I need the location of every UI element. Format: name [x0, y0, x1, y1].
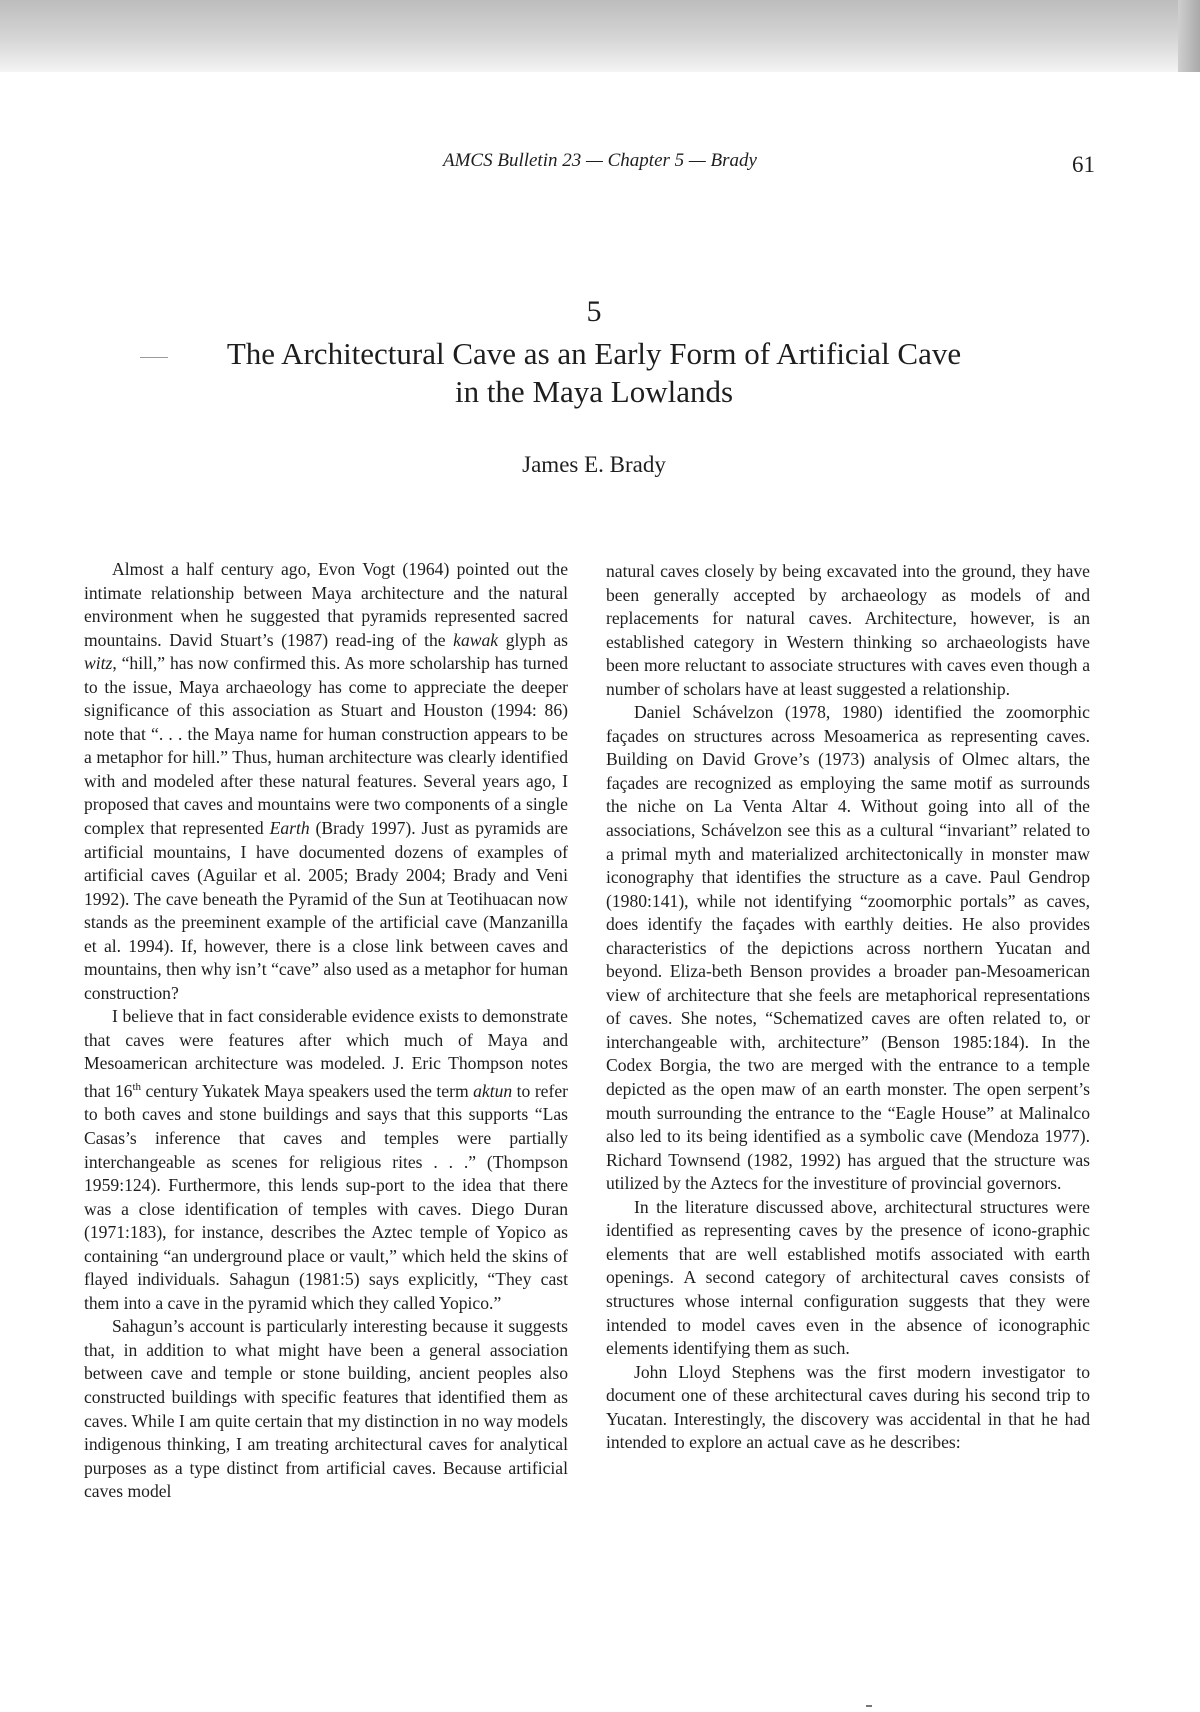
scan-speck: [866, 1705, 872, 1707]
text-run: (Brady 1997). Just as pyramids are artificial mountains, I have documented dozens of examples of artificial caves (Aguilar et al. 2005; Brady 2004; Brady and Veni 1992). The cave beneath the Pyramid of the Sun at Teotihuacan now stands as the preeminent example of the artificial cave (Manzanilla et al. 1994). If, however, there is a close link between caves and mountains, then why isn’t “cave” also used as a metaphor for human construction?: [84, 818, 568, 1003]
text-run: to refer to both caves and stone buildings and says that this supports “Las Casas’s inference that caves and temples were partially interchangeable as scenes for religious rites . . .” (Thompson 1959:124). Furthermore, this lends sup-port to the idea that there was a close identification of temples with caves. Diego Duran (1971:183), for instance, describes the Aztec temple of Yopico as containing “an underground place or vault,” which held the skins of flayed individuals. Sahagun (1981:5) says explicitly, “They cast them into a cave in the pyramid which they called Yopico.”: [84, 1080, 569, 1313]
superscript: th: [132, 1081, 142, 1094]
scan-shadow: [0, 0, 1200, 72]
italic-term: witz: [84, 653, 113, 674]
italic-term: kawak: [453, 629, 499, 650]
chapter-number: 5: [586, 295, 602, 328]
text-run: natural caves closely by being excavated into the ground, they have been generally accepted by archaeology as models of and replacements for natural caves. Architecture, however, is an established category in Western thinking so archaeologists have been more reluctant to associate structures with caves even though a number of scholars have at least suggested a relationship.: [606, 561, 1090, 699]
body-paragraph: [84, 1315, 568, 1503]
body-paragraph: [606, 1196, 1090, 1361]
text-run: John Lloyd Stephens was the first modern investigator to document one of these architectural caves during his second trip to Yucatan. Interestingly, the discovery was accidental in that he had intended to explore an actual cave as he describes:: [606, 1361, 1090, 1453]
text-run: Almost a half century ago, Evon Vogt (1964) pointed out the intimate relationship between Maya architecture and the natural environment when he suggested that pyramids represented sacred mountains. David Stuart’s (1987) read-ing of the: [84, 559, 568, 650]
body-column-left: [84, 558, 568, 1504]
italic-term: Earth: [269, 818, 310, 839]
chapter-title: [150, 335, 1038, 411]
text-run: century Yukatek Maya speakers used the term: [141, 1080, 474, 1101]
chapter-title-line-2: in the Maya Lowlands: [454, 374, 734, 409]
body-paragraph: [84, 1005, 568, 1315]
page-number: 61: [1072, 152, 1095, 177]
text-run: , “hill,” has now confirmed this. As more scholarship has turned to the issue, Maya archaeology has come to appreciate the deeper significance of this association as Stuart and Houston (1994: 86) note that “. . . the Maya name for human construction appears to be a metaphor for hill.” Thus, human architecture was clearly identified with and modeled after these natural features. Several years ago, I proposed that caves and mountains were two components of a single complex that represented: [84, 653, 568, 839]
chapter-title-line-1: The Architectural Cave as an Early Form of Artificial Cave: [226, 336, 962, 371]
body-paragraph: [606, 1361, 1090, 1455]
italic-term: aktun: [473, 1080, 513, 1101]
author-name: James E. Brady: [522, 452, 666, 477]
text-run: In the literature discussed above, architectural structures were identified as representing caves by the presence of icono-graphic elements that are well established motifs associated with earth openings. A second category of architectural caves consists of structures whose internal configuration suggests that they were intended to model caves even in the absence of iconographic elements identifying them as such.: [606, 1196, 1090, 1359]
body-column-right: [606, 560, 1090, 1455]
body-paragraph: [606, 560, 1090, 701]
body-paragraph: [84, 558, 568, 1005]
body-paragraph: [606, 701, 1090, 1195]
text-run: glyph as: [498, 629, 569, 650]
running-head: AMCS Bulletin 23 — Chapter 5 — Brady: [442, 150, 757, 171]
text-run: Daniel Schávelzon (1978, 1980) identified the zoomorphic façades on structures across Mesoamerica as representing caves. Building on David Grove’s (1973) analysis of Olmec altars, the façades are recognized as employing the same motif as surrounds the niche on La Venta Altar 4. Without going into all of the associations, Schávelzon see this as a cultural “invariant” related to a primal myth and materialized architectonically in monster maw iconography that identifies the structure as a cave. Paul Gendrop (1980:141), while not identifying “zoomorphic portals” as caves, does identify the façades with earthly deities. He also provides characteristics of the depictions across northern Yucatan and beyond. Eliza-beth Benson provides a broader pan-Mesoamerican view of architecture that she feels are metaphorical representations of caves. She notes, “Schematized caves are often related to, or interchangeable with, architecture” (Benson 1985:184). In the Codex Borgia, the two are merged with the entrance to a temple depicted as the open maw of an earth monster. The open serpent’s mouth surrounding the entrance to the “Eagle House” at Malinalco also led to its being identified as a symbolic cave (Mendoza 1977). Richard Townsend (1982, 1992) has argued that the structure was utilized by the Aztecs for the investiture of provincial governors.: [606, 702, 1090, 1194]
text-run: I believe that in fact considerable evidence exists to demonstrate that caves were features after which much of Maya and Mesoamerican architecture was modeled. J. Eric Thompson notes that 16: [84, 1006, 568, 1101]
scan-shadow-corner: [1178, 0, 1200, 72]
text-run: Sahagun’s account is particularly interesting because it suggests that, in addition to what might have been a general association between cave and temple or stone building, ancient peoples also constructed buildings with specific features that identified them as caves. While I am quite certain that my distinction in no way models indigenous thinking, I am treating architectural caves for analytical purposes as a type distinct from artificial caves. Because artificial caves model: [84, 1316, 568, 1502]
